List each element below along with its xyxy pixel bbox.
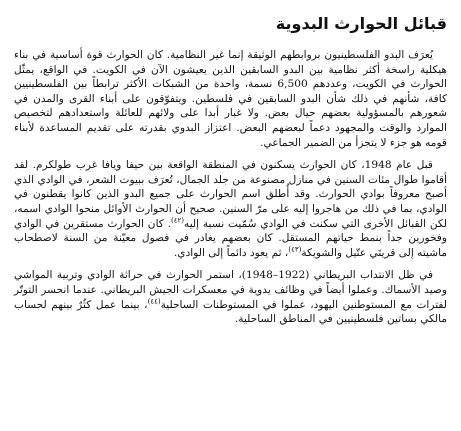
paragraph-2-text-after: ، ثم يعود دائماً إلى الوادي. [173,246,289,259]
paragraph-3-text-after: ، بينما عمل كثُرٌ بينهم لحساب مالكي بساتين فلسطينيين في المناطق الساحلية. [14,298,447,326]
paragraph-3-text-before: في ظل الانتداب البريطاني (1922–1948)، استمر الحوارث في حراثة الوادي وتربية المواشي وصيد الأسماك. وعملوا أيضاً في وظائف يدوية في معسكرات الجيش البريطاني. عندما انحسر التوتّر لفترات مع المستوطنين اليهود، عملوا في المستوطنات الساحلية [14,269,447,311]
paragraph-3 [14,268,447,326]
footnote-ref-42[interactable]: (٤٢) [171,216,185,224]
footnote-ref-44[interactable]: (٤٤) [147,296,161,305]
paragraph-2-text-before: قبل عام 1948، كان الحوارث يسكنون في المنطقة الواقعة بين حيفا ويافا غرب طولكرم. لقد أقاموا طوال مئات السنين في منازل مصنوعة من جلد الجمال، تُعرَف ببيوت الشعر، في الوادي الذي أصبح معروفاً بوادي الحوارث. وقد أُطلق اسم الحوارث على جميع البدو الذين كانوا يقطنون في الوادي، بما في ذلك من هاجروا إليه على مرّ السنين. صحيح أن الحوارث الأوائل منحوا الوادي اسمه، لكن القبائل الأخرى التي سكنت في الوادي سُمّيت نسبة إليه [14,159,447,230]
section-title: قبائل الحوارث البدوية [275,14,447,33]
paragraph-1-text: يُعرَف البدو الفلسطينيون بروابطهم الوثيقة إنما غير النظامية. كان الحوارث قوة أساسية في بناء هيكلية راسخة أكثر نظامية بين البدو السابقين الذين يعيشون الآن في الكويت. في الواقع، يمثّل الحوارث في الكويت، وعددهم 6,500 نسمة، واحدة من الشبكات الأكثر ترابطاً بين الفلسطينيين كافة، شأنهم في ذلك شأن البدو السابقين في فلسطين. ويتفوّقون على أبناء القرى والمدن في شعورهم بالمسؤولية بعضهم حيال بعض. ولا غبار أبدا على ولائهم للعائلة واستعدادهم لتخصيص الموارد والوقت والمجهود دعماً لبعضهم البعض. اعتزاز البدوي بقدرته على تقديم المساعدة لأبناء قومه هو جزء لا يتجزأ من الضمير الجماعي. [14,49,447,149]
paragraph-1 [14,48,447,150]
footnote-ref-43[interactable]: (٤٣) [288,245,302,254]
paragraph-2-text-middle: . كان الحوارث مستقرين في الوادي وفخورين جداً بنمط حياتهم المستقل. كان بعضهم يغادر في فصول معيّنة من السنة لاصطحاب ماشيته إلى قريتَي عتّيل والشويكة [14,217,447,259]
paragraph-2 [14,158,447,260]
